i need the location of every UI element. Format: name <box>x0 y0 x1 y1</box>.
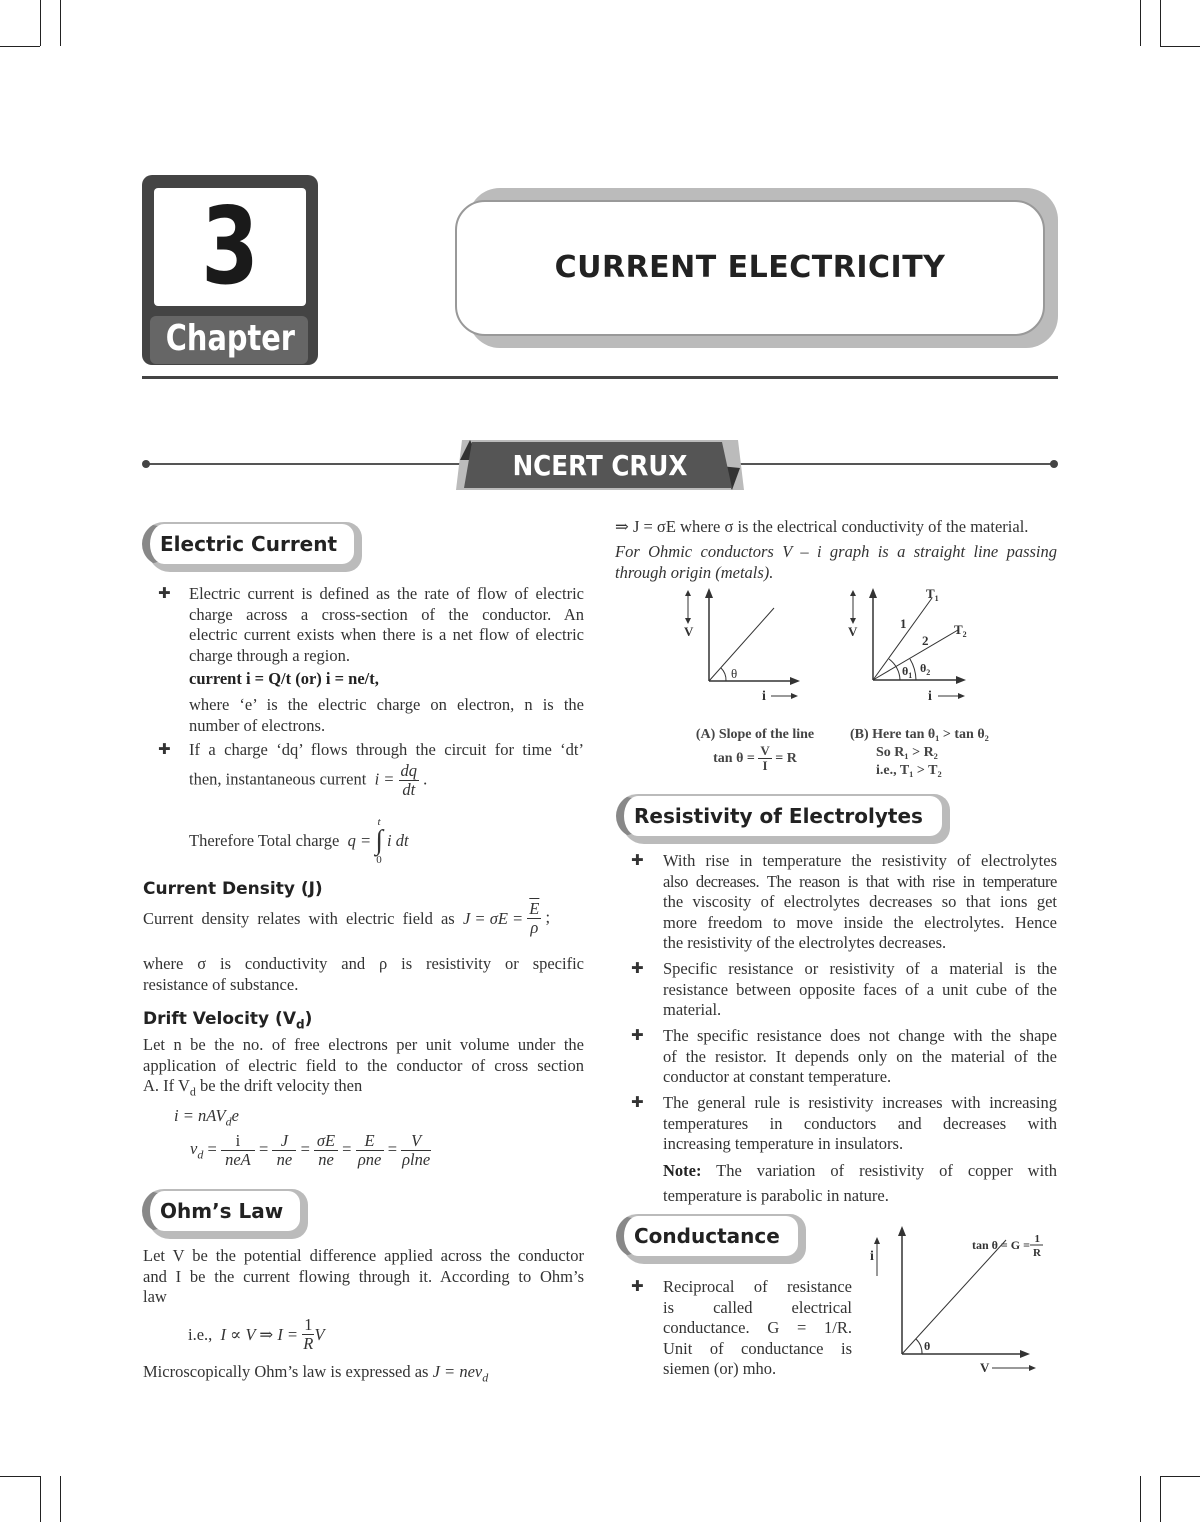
graph-b-t1-label: $T_1$ <box>926 586 939 603</box>
banner-label: NCERT CRUX <box>512 449 688 482</box>
resistivity-note: Note: The variation of resistivity of copper with temperature is parabolic in nature. <box>663 1161 1058 1205</box>
electric-current-bullet-1: Electric current is defined as the rate of flow of electric charge across a cross-section of the conductor. An electric current exists when there is a net flow of electric charge through a region. <box>189 584 584 665</box>
drift-equation-1: i = nAV$_d$e <box>174 1106 239 1129</box>
crop-mark <box>60 1476 61 1522</box>
section-title: Resistivity of Electrolytes <box>634 804 923 828</box>
chapter-title: CURRENT ELECTRICITY <box>554 250 946 285</box>
graph-a-caption: (A) Slope of the line tan θ = $\frac{V}{I}$ = R <box>695 727 815 773</box>
graph-b-theta-1: $\theta_1$ <box>902 664 913 680</box>
graph-a-line <box>709 608 774 681</box>
graph-b-line-2-label: 2 <box>922 633 929 648</box>
crop-mark <box>1160 0 1161 46</box>
section-title: Ohm’s Law <box>160 1199 284 1223</box>
conductance-graph-eq-num: 1 <box>1034 1233 1040 1245</box>
drift-equation-2: $v_d$ = $\frac{i}{\text{neA}}$ = $\frac{J}{ne}$ = $\frac{\sigma E}{ne}$ = $\frac{E}{\text{ρne}}$ = $\frac{V}{\rho\ln e}$ <box>190 1131 431 1169</box>
crop-mark <box>1160 1476 1200 1477</box>
section-heading-conductance <box>616 1214 800 1258</box>
chapter-number: 3 <box>201 185 259 308</box>
electric-current-bullet-2: If a charge ‘dq’ flows through the circuit for time ‘dt’ <box>189 740 584 759</box>
conductivity-line: ⇒ J = σE where σ is the electrical conductivity of the material. <box>615 517 1029 536</box>
section-heading-electric-current <box>142 522 356 566</box>
current-formula-where: where ‘e’ is the electric charge on electron, n is the number of electrons. <box>189 695 584 735</box>
graph-b <box>842 584 982 708</box>
current-density-where: where σ is conductivity and ρ is resistivity or specific resistance of substance. <box>143 954 584 994</box>
graph-b-t2-label: $T_2$ <box>954 622 967 639</box>
conductance-graph-y-label: i <box>870 1249 874 1264</box>
bullet-icon: ✚ <box>631 851 644 869</box>
crop-mark <box>1160 46 1200 47</box>
chapter-label: Chapter <box>165 318 295 359</box>
resistivity-bullet-4: The general rule is resistivity increases with increasing temperatures in conductors and decreases with increasing temperature in insulators. <box>663 1093 1057 1153</box>
graph-b-caption: (B) Here tan θ₁ > tan θ₂ So R₁ > R₂ i.e., T₁ > T₂ <box>850 727 989 778</box>
conductance-graph <box>864 1222 1044 1378</box>
conductance-graph-angle: θ <box>924 1339 931 1353</box>
crop-mark <box>40 1476 41 1522</box>
ohms-law-text: Let V be the potential difference applied across the conductor and I be the current flowing through it. According to Ohm’s law <box>143 1246 584 1306</box>
ohms-law-equation: i.e., I ∝ V ⇒ I = $\frac{1}{R}$ V <box>188 1315 325 1353</box>
section-heading-resistivity <box>616 794 944 838</box>
conductance-graph-x-label: V <box>980 1360 990 1375</box>
banner-dot-left <box>142 460 150 468</box>
bullet-icon: ✚ <box>631 1026 644 1044</box>
crop-mark <box>0 1476 40 1477</box>
bullet-icon: ✚ <box>631 959 644 977</box>
resistivity-bullet-2: Specific resistance or resistivity of a material is the resistance between opposite faces of a unit cube of the material. <box>663 959 1057 1019</box>
section-heading-ohms-law <box>142 1189 302 1233</box>
instantaneous-current: then, instantaneous current i = $\frac{dq}{dt}$ . <box>189 761 428 799</box>
total-charge: Therefore Total charge q = t ∫ 0 i dt <box>189 816 409 866</box>
crop-mark <box>1160 1476 1161 1522</box>
bullet-icon: ✚ <box>158 740 171 758</box>
graph-b-theta-2: $\theta_2$ <box>920 661 931 677</box>
crop-mark <box>1140 1476 1141 1522</box>
banner-dot-right <box>1050 460 1058 468</box>
conductance-bullet-1: Reciprocal of resistance is called electrical conductance. G = 1/R. Unit of conductance is siemen (or) mho. <box>663 1277 852 1378</box>
current-density-line: Current density relates with electric field as J = σE = $\frac{\overline{E}}{\rho}$ ; <box>143 899 551 937</box>
resistivity-bullet-3: The specific resistance does not change with the shape of the resistor. It depends only on the material of the conductor at constant temperature. <box>663 1026 1057 1086</box>
subheading-drift-velocity: Drift Velocity $(V_d)$ <box>143 1009 313 1032</box>
graph-a-x-label: i <box>762 689 766 704</box>
graph-b-y-label: V <box>848 624 858 639</box>
crop-mark <box>60 0 61 46</box>
subheading-current-density: Current Density (J) <box>143 879 323 899</box>
conductance-graph-eq-den: R <box>1033 1247 1041 1259</box>
bullet-icon: ✚ <box>631 1277 644 1295</box>
graph-a <box>676 586 806 706</box>
microscopic-ohms-law: Microscopically Ohm’s law is expressed as J = nev$_d$ <box>143 1362 489 1385</box>
drift-velocity-text: Let n be the no. of free electrons per unit volume under the application of electric field to the conductor of cross section A. If $V_d$ be the drift velocity then <box>143 1035 584 1099</box>
conductance-graph-line <box>902 1240 1006 1354</box>
ohmic-conductors-text: For Ohmic conductors V – i graph is a straight line passing through origin (metals). <box>615 542 1057 582</box>
graph-b-line-1-label: 1 <box>900 616 907 631</box>
bullet-icon: ✚ <box>631 1093 644 1111</box>
graph-a-angle: θ <box>731 666 738 681</box>
section-title: Conductance <box>634 1224 780 1248</box>
bullet-icon: ✚ <box>158 584 171 602</box>
section-title: Electric Current <box>160 532 338 556</box>
graph-a-y-label: V <box>684 624 694 639</box>
crop-mark <box>1140 0 1141 46</box>
crop-mark <box>0 46 40 47</box>
header-rule <box>142 376 1058 379</box>
resistivity-bullet-1: With rise in temperature the resistivity of electrolytes also decreases. The reason is that with rise in temperature the viscosity of electrolytes decreases so that ions get more freedom to move inside the electrolytes. Hence the resistivity of the electrolytes decreases. <box>663 851 1057 952</box>
conductance-graph-equation: tan θ = G = <box>972 1238 1030 1252</box>
current-formula: current i = Q/t (or) i = ne/t, <box>189 669 379 688</box>
graph-b-x-label: i <box>928 689 932 704</box>
crop-mark <box>40 0 41 46</box>
